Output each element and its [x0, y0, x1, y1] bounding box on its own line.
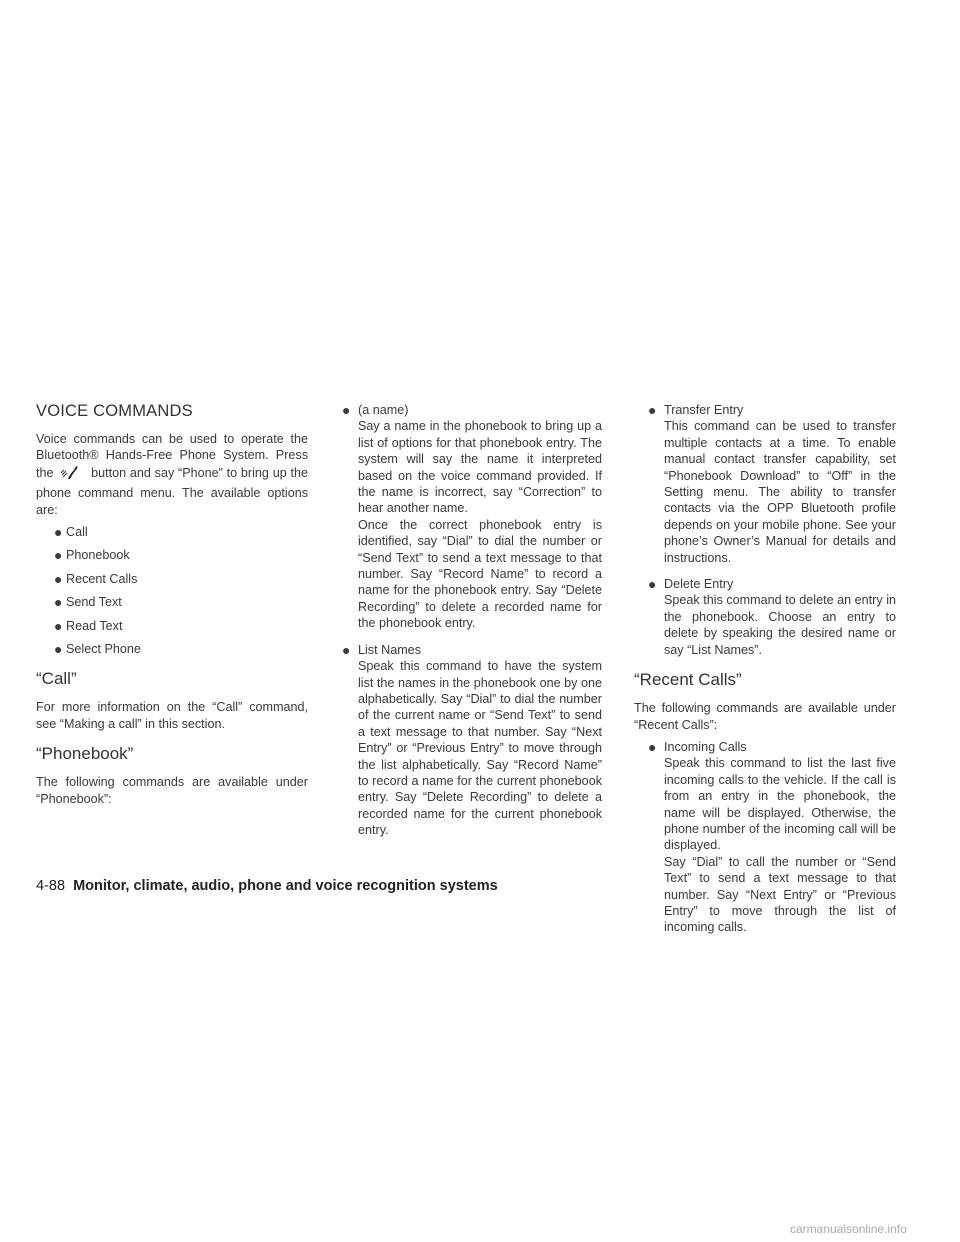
recent-calls-commands-list [634, 739, 896, 936]
list-item: ● Phonebook [54, 547, 130, 564]
recent-calls-text: The following commands are available under “Recent Calls”: [634, 701, 896, 732]
command-description-2: Once the correct phonebook entry is identified, say “Dial” to dial the number or “Send Text” to send a text message to that number. Say “Record Name” to record a name for the phonebook entry. Say “Delete Recording” to delete a recorded name for the phonebook entry. [358, 517, 602, 631]
command-description: This command can be used to transfer multiple contacts at a time. To enable manual contact transfer capability, set “Phonebook Download” to “Off” in the Setting menu. The ability to transfer contacts via the OPP Bluetooth profile depends on your mobile phone. See your phone’s Owner’s Manual for details and instructions. [664, 419, 896, 565]
phonebook-commands-list [342, 402, 602, 839]
column-2 [342, 402, 602, 849]
intro-paragraph [36, 431, 308, 518]
list-item: ● Recent Calls [54, 570, 138, 587]
command-description: Speak this command to delete an entry in the phonebook. Choose an entry to delete by speaking the desired name or say “List Names”. [664, 593, 896, 657]
command-name: Incoming Calls [664, 739, 747, 754]
list-item: ● Transfer Entry This command can be used to transfer multiple contacts at a time. To enable manual contact transfer capability, set “Phonebook Download” to “Off” in the Setting menu. The ability to transfer contacts via the OPP Bluetooth profile depends on your mobile phone. See your phone’s Owner’s Manual for details and instructions. [648, 402, 896, 565]
chapter-title: Monitor, climate, audio, phone and voice recognition systems [73, 878, 498, 894]
phonebook-commands-list-cont [634, 402, 896, 658]
recent-calls-heading: “Recent Calls” [634, 670, 742, 690]
watermark: carmanualsonline.info [790, 1222, 907, 1236]
command-description-2: Say “Dial” to call the number or “Send Text” to send a text message to that number. Say “Next Entry” or “Previous Entry” to move through the list of incoming calls. [664, 854, 896, 935]
list-item: ● Incoming Calls Speak this command to list the last five incoming calls to the vehicle. If the call is from an entry in the phonebook, the name will be displayed. Otherwise, the phone number of the incoming call will be displayed. Say “Dial” to call the number or “Send Text” to send a text message to that number. Say “Next Entry” or “Previous Entry” to move through the list of incoming calls. [648, 738, 896, 935]
command-name: (a name) [358, 403, 409, 417]
command-name: List Names [358, 642, 421, 657]
page-footer [36, 878, 498, 894]
column-1 [36, 402, 308, 807]
intro-before-icon: Voice commands can be used to operate the Bluetooth® Hands-Free Phone System. Press the [36, 432, 308, 480]
list-item: ● (a name) Say a name in the phonebook to bring up a list of options for that phonebook entry. The system will say the name it interpreted based on the voice command provided. If the name is incorrect, say “Correction” to hear another name. Once the correct phonebook entry is identified, say “Dial” to dial the number or “Send Text” to send a text message to that number. Say “Record Name” to record a name for the phonebook entry. Say “Delete Recording” to delete a recorded name for the phonebook entry. [342, 402, 602, 631]
list-item: ● Delete Entry Speak this command to delete an entry in the phonebook. Choose an entry to delete by speaking the desired name or say “List Names”. [648, 576, 896, 657]
command-name: Delete Entry [664, 577, 734, 592]
intro-after-icon: button and say “Phone” to bring up the phone command menu. The available options are: [36, 465, 308, 517]
list-item: ● Send Text [54, 594, 122, 611]
voice-talk-icon [59, 464, 81, 485]
phonebook-text: The following commands are available under “Phonebook”: [36, 775, 308, 806]
options-list [36, 524, 308, 657]
list-item: ● Call [54, 524, 88, 541]
command-description: Speak this command to list the last five incoming calls to the vehicle. If the call is from an entry in the phonebook, the name will be displayed. Otherwise, the phone number of the incoming call will be displayed. [664, 756, 896, 853]
section-title: VOICE COMMANDS [36, 402, 193, 420]
call-heading: “Call” [36, 669, 77, 689]
command-name: Transfer Entry [664, 403, 744, 417]
column-3 [634, 402, 896, 946]
call-text: For more information on the “Call” command, see “Making a call” in this section. [36, 700, 308, 731]
list-item: ● List Names Speak this command to have the system list the names in the phonebook one by one alphabetically. Say “Dial” to dial the number of the current name or “Send Text” to send a text message to that number. Say “Next Entry” or “Previous Entry” to move through the list alphabetically. Say “Record Name” to record a name for the current phonebook entry. Say “Delete Recording” to delete a recorded name for the current phonebook entry. [342, 641, 602, 838]
command-description: Speak this command to have the system list the names in the phonebook one by one alphabetically. Say “Dial” to dial the number of the current name or “Send Text” to send a text message to that number. Say “Next Entry” or “Previous Entry” to move through the list alphabetically. Say “Record Name” to record a name for the current phonebook entry. Say “Delete Recording” to delete a recorded name for the current phonebook entry. [358, 659, 602, 838]
command-description: Say a name in the phonebook to bring up a list of options for that phonebook entry. The system will say the name it interpreted based on the voice command provided. If the name is incorrect, say “Correction” to hear another name. [358, 419, 602, 516]
list-item: ● Read Text [54, 617, 123, 634]
phonebook-heading: “Phonebook” [36, 744, 134, 764]
page-number: 4-88 [36, 878, 66, 894]
list-item: ● Select Phone [54, 641, 141, 658]
